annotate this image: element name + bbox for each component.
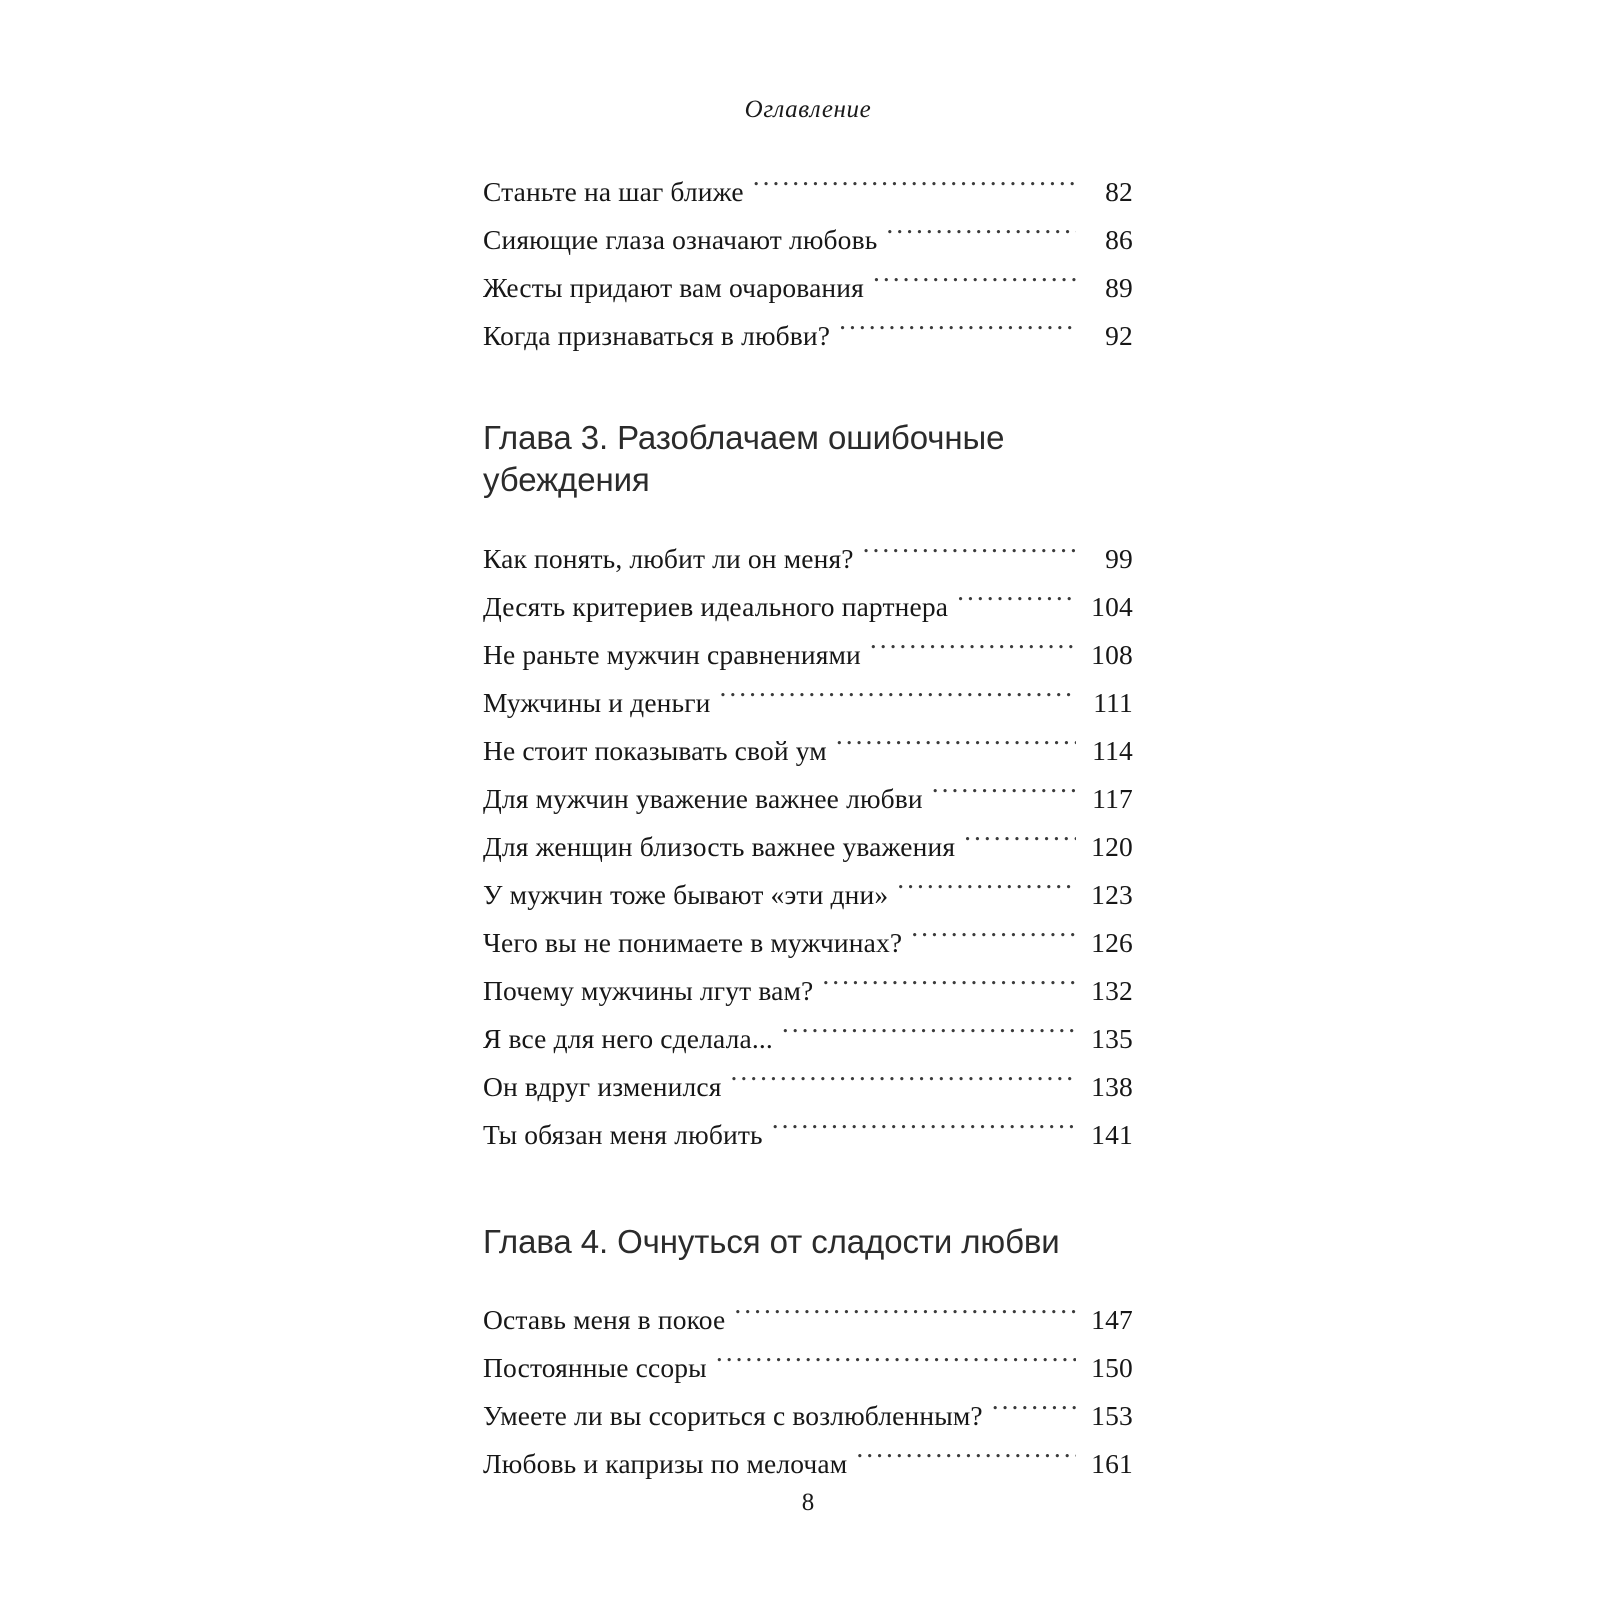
- toc-entry-page-number: 126: [1091, 927, 1133, 959]
- toc-entry[interactable]: [483, 168, 1133, 216]
- dot-leader: [734, 1301, 1076, 1329]
- toc-entry-title: Постоянные ссоры: [483, 1351, 707, 1383]
- toc-group: [483, 168, 1133, 360]
- dot-leader: [772, 1117, 1076, 1145]
- toc-entry-title: Как понять, любит ли он меня?: [483, 543, 854, 575]
- toc-list: [483, 168, 1133, 1488]
- toc-entry-page-number: 108: [1091, 639, 1133, 671]
- dot-leader: [856, 1445, 1076, 1473]
- chapter-heading: Глава 4. Очнуться от сладости любви: [483, 1223, 1060, 1261]
- toc-entry-title: Я все для него сделала...: [483, 1023, 773, 1055]
- dot-leader: [932, 781, 1076, 809]
- toc-entry-page-number: 132: [1091, 975, 1133, 1007]
- toc-entry-page-number: 150: [1091, 1351, 1133, 1383]
- toc-entry[interactable]: [483, 871, 1133, 919]
- toc-entry[interactable]: [483, 1344, 1133, 1392]
- dot-leader: [720, 685, 1076, 713]
- toc-entry-page-number: 89: [1105, 272, 1133, 303]
- toc-entry-title: Станьте на шаг ближе: [483, 176, 744, 207]
- toc-entry-page-number: 147: [1091, 1303, 1133, 1335]
- running-head: Оглавление: [744, 96, 872, 123]
- dot-leader: [886, 222, 1076, 250]
- toc-entry-title: Десять критериев идеального партнера: [483, 591, 949, 623]
- dot-leader: [911, 925, 1076, 953]
- toc-entry-page-number: 86: [1105, 224, 1133, 255]
- toc-entry[interactable]: [483, 1063, 1133, 1111]
- toc-entry[interactable]: [483, 967, 1133, 1015]
- toc-entry-title: Он вдруг изменился: [483, 1071, 722, 1103]
- dot-leader: [753, 174, 1076, 202]
- toc-entry-title: Сияющие глаза означают любовь: [483, 224, 878, 255]
- dot-leader: [897, 877, 1076, 905]
- dot-leader: [992, 1397, 1076, 1425]
- toc-entry-page-number: 138: [1091, 1071, 1133, 1103]
- dot-leader: [836, 733, 1076, 761]
- toc-entry-page-number: 161: [1091, 1447, 1133, 1479]
- toc-entry-title: Ты обязан меня любить: [483, 1119, 763, 1151]
- chapter-heading: Глава 3. Разоблачаем ошибочные убеждения: [483, 419, 1005, 499]
- toc-entry[interactable]: [483, 312, 1133, 360]
- toc-entry-title: Жесты придают вам очарования: [483, 272, 864, 303]
- toc-entry-title: У мужчин тоже бывают «эти дни»: [483, 879, 889, 911]
- toc-entry-page-number: 153: [1091, 1399, 1133, 1431]
- toc-entry[interactable]: [483, 1296, 1133, 1344]
- toc-content: [483, 168, 1133, 1488]
- toc-entry-title: Чего вы не понимаете в мужчинах?: [483, 927, 903, 959]
- spacer: [483, 1264, 1133, 1296]
- toc-entry[interactable]: [483, 1440, 1133, 1488]
- toc-entry-title: Не стоит показывать свой ум: [483, 735, 827, 767]
- toc-entry[interactable]: [483, 1392, 1133, 1440]
- dot-leader: [822, 973, 1076, 1001]
- toc-entry-title: Почему мужчины лгут вам?: [483, 975, 814, 1007]
- toc-entry-page-number: 120: [1091, 831, 1133, 863]
- toc-entry[interactable]: [483, 679, 1133, 727]
- toc-entry[interactable]: [483, 535, 1133, 583]
- dot-leader: [782, 1021, 1076, 1049]
- toc-entry[interactable]: [483, 823, 1133, 871]
- dot-leader: [964, 829, 1076, 857]
- toc-entry[interactable]: [483, 631, 1133, 679]
- toc-entry[interactable]: [483, 1111, 1133, 1159]
- toc-entry-page-number: 135: [1091, 1023, 1133, 1055]
- toc-entry-title: Оставь меня в покое: [483, 1303, 726, 1335]
- toc-entry-page-number: 92: [1105, 320, 1133, 351]
- dot-leader: [863, 541, 1076, 569]
- spacer: [483, 360, 1133, 417]
- toc-entry[interactable]: [483, 583, 1133, 631]
- toc-entry[interactable]: [483, 775, 1133, 823]
- toc-entry-title: Для женщин близость важнее уважения: [483, 831, 956, 863]
- toc-entry-page-number: 117: [1092, 783, 1133, 815]
- spacer: [483, 501, 1133, 535]
- toc-entry-title: Когда признаваться в любви?: [483, 320, 831, 351]
- dot-leader: [839, 318, 1076, 346]
- toc-entry-page-number: 114: [1092, 735, 1133, 767]
- toc-entry[interactable]: [483, 1015, 1133, 1063]
- spacer: [483, 1159, 1133, 1221]
- toc-entry-title: Умеете ли вы ссориться с возлюбленным?: [483, 1399, 983, 1431]
- toc-entry-title: Мужчины и деньги: [483, 687, 711, 719]
- dot-leader: [716, 1349, 1076, 1377]
- toc-entry-title: Не раньте мужчин сравнениями: [483, 639, 861, 671]
- toc-entry-page-number: 99: [1105, 543, 1133, 575]
- toc-entry-page-number: 123: [1091, 879, 1133, 911]
- toc-entry-title: Любовь и капризы по мелочам: [483, 1447, 848, 1479]
- toc-group: [483, 360, 1133, 1159]
- toc-group: [483, 1159, 1133, 1487]
- toc-entry-title: Для мужчин уважение важнее любви: [483, 783, 923, 815]
- toc-entry-page-number: 141: [1091, 1119, 1133, 1151]
- toc-entry[interactable]: [483, 264, 1133, 312]
- toc-entry[interactable]: [483, 216, 1133, 264]
- toc-entry-page-number: 111: [1093, 687, 1133, 719]
- dot-leader: [870, 637, 1076, 665]
- toc-entry-page-number: 104: [1091, 591, 1133, 623]
- toc-entry-page-number: 82: [1105, 176, 1133, 207]
- toc-entry[interactable]: [483, 919, 1133, 967]
- dot-leader: [731, 1069, 1076, 1097]
- page-number: 8: [801, 1489, 815, 1516]
- dot-leader: [873, 270, 1076, 298]
- toc-entry[interactable]: [483, 727, 1133, 775]
- dot-leader: [957, 589, 1076, 617]
